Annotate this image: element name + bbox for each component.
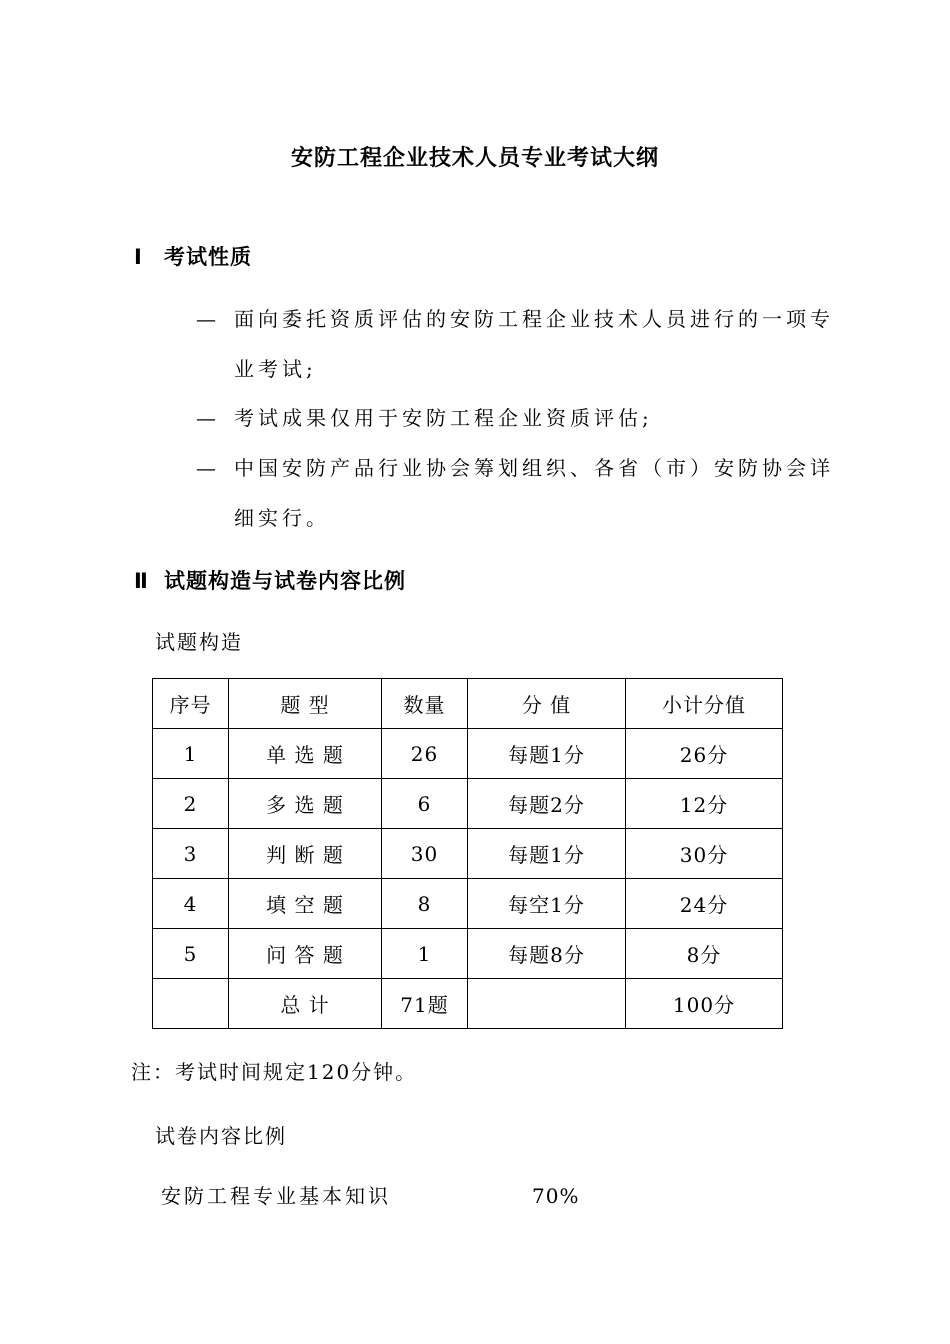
table-cell: 每题1分 <box>468 729 626 779</box>
table-cell: 总 计 <box>229 979 382 1029</box>
table-cell: 每空1分 <box>468 879 626 929</box>
table-cell: 填 空 题 <box>229 879 382 929</box>
section-number-2: Ⅱ <box>134 569 149 593</box>
table-row <box>153 729 783 779</box>
document-title: 安防工程企业技术人员专业考试大纲 <box>290 146 659 171</box>
bullet-dash-1: — <box>196 307 220 331</box>
score-table <box>152 678 783 1029</box>
bullet-dash-3: — <box>196 456 220 480</box>
table-header-cell: 题 型 <box>229 679 382 729</box>
bullet-1-line-1: 面向委托资质评估的安防工程企业技术人员进行的一项专 <box>234 307 834 331</box>
table-cell: 每题1分 <box>468 829 626 879</box>
table-cell: 问 答 题 <box>229 929 382 979</box>
table-cell: 100分 <box>626 979 783 1029</box>
table-cell: 4 <box>153 879 229 929</box>
bullet-dash-2: — <box>196 406 220 430</box>
table-cell: 8 <box>382 879 468 929</box>
table-cell: 多 选 题 <box>229 779 382 829</box>
subheading-question-structure: 试题构造 <box>155 630 243 654</box>
table-cell: 单 选 题 <box>229 729 382 779</box>
bullet-3-line-1: 中国安防产品行业协会筹划组织、各省（市）安防协会详 <box>234 456 834 480</box>
table-row <box>153 779 783 829</box>
table-cell: 每题8分 <box>468 929 626 979</box>
table-row <box>153 829 783 879</box>
table-cell: 24分 <box>626 879 783 929</box>
table-row <box>153 929 783 979</box>
ratio-label: 安防工程专业基本知识 <box>161 1184 391 1208</box>
table-header-cell: 小计分值 <box>626 679 783 729</box>
table-cell: 1 <box>382 929 468 979</box>
section-title-1: 考试性质 <box>164 245 252 269</box>
table-cell: 30分 <box>626 829 783 879</box>
table-cell: 每题2分 <box>468 779 626 829</box>
table-cell: 2 <box>153 779 229 829</box>
section-number-1: Ⅰ <box>134 245 143 269</box>
table-cell: 5 <box>153 929 229 979</box>
table-header-cell: 数量 <box>382 679 468 729</box>
table-cell <box>468 979 626 1029</box>
bullet-1-line-2: 业考试; <box>234 357 317 381</box>
table-cell: 26 <box>382 729 468 779</box>
bullet-3-line-2: 细实行。 <box>234 506 330 530</box>
table-cell: 12分 <box>626 779 783 829</box>
table-row <box>153 879 783 929</box>
table-cell: 判 断 题 <box>229 829 382 879</box>
table-cell: 26分 <box>626 729 783 779</box>
table-cell: 6 <box>382 779 468 829</box>
table-header-cell: 序号 <box>153 679 229 729</box>
section-heading-1 <box>134 242 252 272</box>
table-total-row <box>153 979 783 1029</box>
table-header-cell: 分 值 <box>468 679 626 729</box>
table-cell: 8分 <box>626 929 783 979</box>
table-cell <box>153 979 229 1029</box>
subheading-content-ratio: 试卷内容比例 <box>155 1124 287 1148</box>
bullet-2-line-1: 考试成果仅用于安防工程企业资质评估; <box>234 406 653 430</box>
table-cell: 3 <box>153 829 229 879</box>
table-cell: 71题 <box>382 979 468 1029</box>
table-cell: 1 <box>153 729 229 779</box>
exam-time-note: 注：考试时间规定120分钟。 <box>131 1060 418 1084</box>
table-cell: 30 <box>382 829 468 879</box>
section-title-2: 试题构造与试卷内容比例 <box>164 569 406 593</box>
ratio-value: 70% <box>532 1184 580 1208</box>
section-heading-2 <box>134 566 406 596</box>
table-header-row <box>153 679 783 729</box>
